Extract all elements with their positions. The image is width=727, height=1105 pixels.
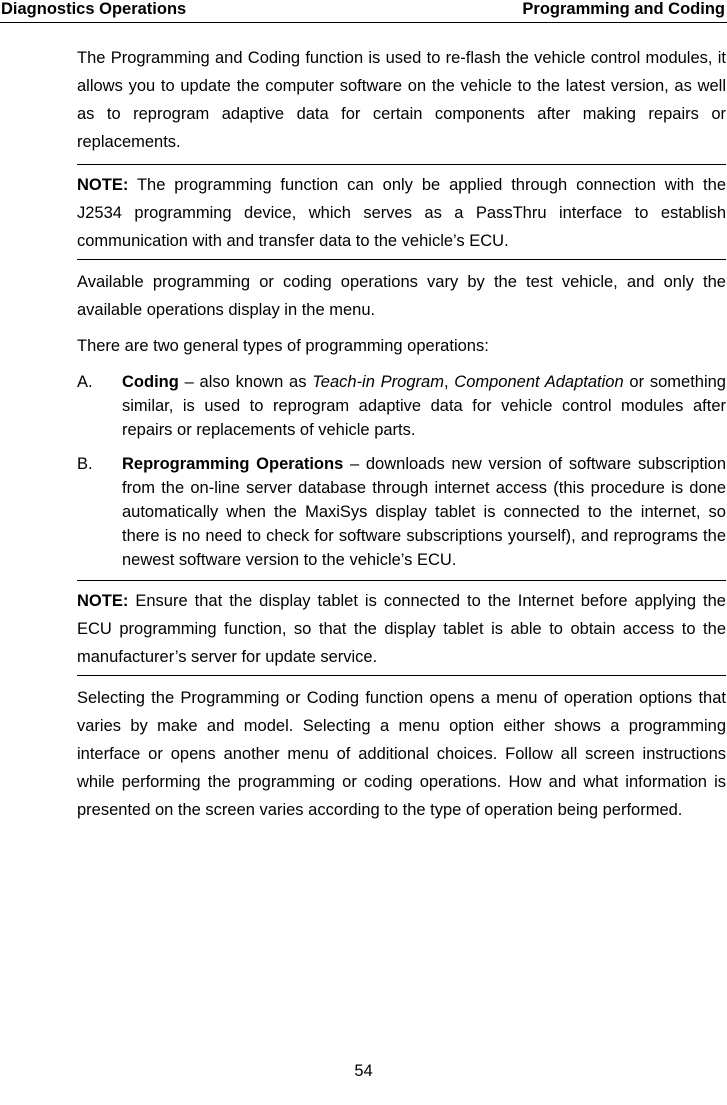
list-item-text: – downloads new version of software subscription from the on-line server database through internet access (this procedure is done automatically when the MaxiSys display tablet is connected to the internet, so there is no need to check for software subscriptions yourself), and reprograms the newest software version to the vehicle’s ECU.: [122, 455, 727, 569]
page-header: [0, 0, 727, 23]
list-item-coding: [77, 368, 726, 442]
page-number: 54: [354, 1062, 373, 1080]
list-item-title: Reprogramming Operations: [122, 455, 344, 473]
note-text: The programming function can only be applied through connection with the J2534 programming device, which serves as a PassThru interface to establish communication with and transfer data to the vehicle’s ECU.: [77, 176, 726, 250]
list-item-body: [122, 368, 726, 442]
operation-types-paragraph: There are two general types of programming operations:: [77, 337, 489, 355]
list-item-emphasis: Teach-in Program: [312, 373, 444, 391]
note-label: NOTE:: [77, 176, 129, 194]
intro-paragraph: The Programming and Coding function is used to re-flash the vehicle control modules, it allows you to update the computer software on the vehicle to the latest version, as well as to reprogram adaptive data for certain components after making repairs or replacements.: [77, 49, 726, 151]
list-item-text: ,: [443, 373, 455, 391]
note-label: NOTE:: [77, 592, 129, 610]
note-internet-connection: [77, 580, 726, 676]
list-item-text: – also known as: [178, 373, 313, 391]
selecting-function-paragraph: Selecting the Programming or Coding function opens a menu of operation options that varies by make and model. Selecting a menu option either shows a programming interface or opens another menu of additional choices. Follow all screen instructions while performing the programming or coding operations. How and what information is presented on the screen varies according to the type of operation being performed.: [77, 689, 726, 819]
list-item-reprogramming: [77, 450, 726, 572]
list-item-title: Coding: [122, 373, 179, 391]
header-section-title: Diagnostics Operations: [1, 0, 187, 18]
note-text: Ensure that the display tablet is connected to the Internet before applying the ECU programming function, so that the display tablet is able to obtain access to the manufacturer’s server for update service.: [77, 592, 726, 666]
list-item-body: [122, 450, 726, 572]
list-letter: A.: [77, 373, 93, 391]
page-content: [77, 44, 726, 824]
available-operations-paragraph: Available programming or coding operations vary by the test vehicle, and only the available operations display in the menu.: [77, 273, 726, 319]
note-programming-device: [77, 164, 726, 260]
list-item-emphasis: Component Adaptation: [454, 373, 624, 391]
header-chapter-title: Programming and Coding: [522, 0, 725, 18]
list-item-text: or something similar, is used to reprogram adaptive data for vehicle control modules after repairs or replacements of vehicle parts.: [122, 373, 726, 439]
list-letter: B.: [77, 455, 93, 473]
